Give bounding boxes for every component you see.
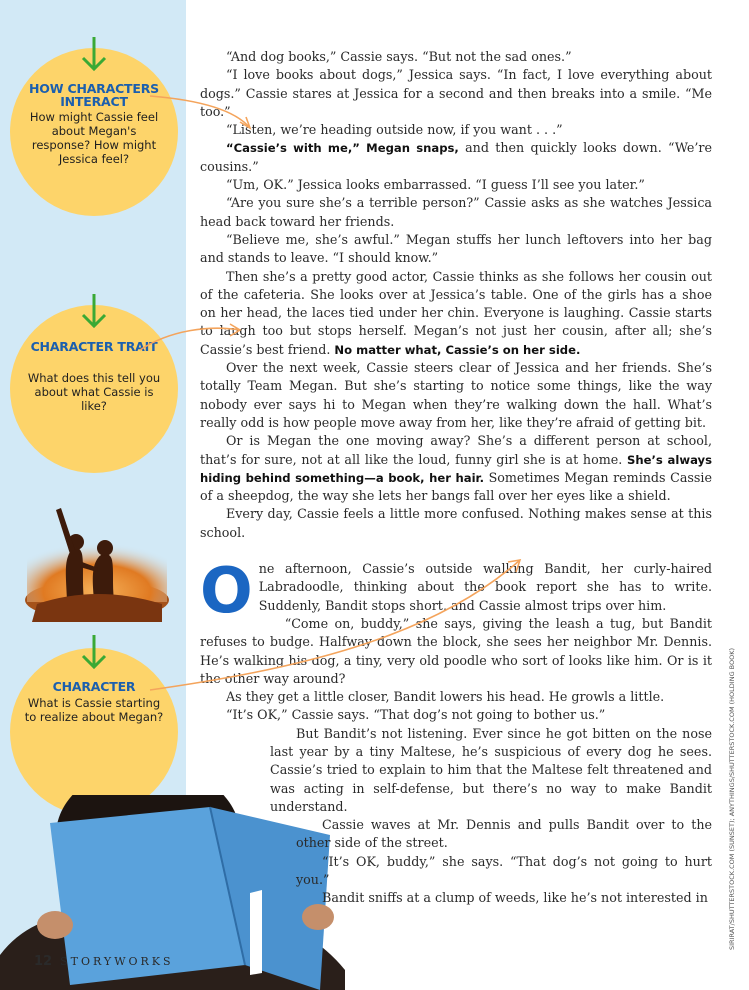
photo-credit (728, 647, 740, 950)
paragraph: “Believe me, she’s awful.” Megan stuffs her lunch leftovers into her bag and stands to leave. “I should know.” (200, 231, 712, 266)
down-arrow-icon (81, 293, 107, 329)
callout-how-characters-interact (10, 48, 178, 216)
paragraph: “It’s OK, buddy,” she says. “That dog’s not going to hurt you.” (296, 853, 712, 888)
down-arrow-icon (81, 36, 107, 72)
highlight-text: She’s always hiding behind something—a book, her hair. (200, 452, 712, 485)
story-text (200, 48, 712, 908)
paragraph (200, 139, 712, 176)
paragraph: “It’s OK,” Cassie says. “That dog’s not going to bother us.” (226, 707, 606, 723)
paragraph-text: Or is Megan the one moving away? She’s a different person at school, that’s for sure, not at all like the loud, funny girl she is at home. (200, 433, 712, 467)
callout-question: How might Cassie feel about Megan's response? How might Jessica feel? (29, 110, 159, 166)
callout-label: HOW CHARACTERS INTERACT (29, 81, 159, 109)
highlight-text: “Cassie’s with me,” Megan snaps, (226, 141, 459, 156)
callout-question: What is Cassie starting to realize about Megan? (24, 696, 164, 724)
paragraph: Over the next week, Cassie steers clear of Jessica and her friends. She’s totally Team Megan. But she’s starting to notice some things, like the way nobody ever says hi to Megan when they’re walking down the hall. What’s really odd is how people move away from her, like they’re afraid of getting bit. (200, 360, 712, 430)
photo-credit-text: SIRIRAT/SHUTTERSTOCK.COM (SUNSET); ANYTHINGS/SHUTTERSTOCK.COM (HOLDING BOOK) (728, 647, 736, 950)
callout-label: CHARACTER TRAIT (30, 339, 158, 354)
drop-cap: O (200, 554, 253, 628)
paragraph: Cassie waves at Mr. Dennis and pulls Bandit over to the other side of the street. (296, 817, 712, 851)
page-footer (34, 954, 174, 969)
paragraph-text: Sometimes Megan reminds Cassie of a sheepdog, the way she lets her bangs fall over her eyes like a shield. (200, 469, 712, 504)
paragraph: But Bandit’s not listening. Ever since he got bitten on the nose last year by a tiny Maltese, he’s suspicious of every dog he sees. Cassie’s tried to explain to him that the Maltese felt threatened and was acting in self-defense, but there’s no way to make Bandit understand. (270, 725, 712, 814)
paragraph: Every day, Cassie feels a little more confused. Nothing makes sense at this school. (200, 506, 712, 540)
paragraph-text: Then she’s a pretty good actor, Cassie thinks as she follows her cousin out of the cafeteria. She looks over at Jessica’s table. One of the girls has a shoe on her head, the laces tied under her chin. Everyone is laughing. Cassie starts to laugh too but stops herself. Megan’s not just her cousin, after all; she’s Cassie’s best friend. (200, 268, 712, 357)
section-start (200, 554, 712, 688)
paragraph: “I love books about dogs,” Jessica says. “In fact, I love everything about dogs.” Cassie stares at Jessica for a second and then breaks into a smile. “Me too.” (200, 67, 712, 119)
highlight-text: No matter what, Cassie’s on her side. (334, 342, 581, 357)
paragraph: “And dog books,” Cassie says. “But not the sad ones.” (226, 49, 572, 64)
paragraph (200, 432, 712, 505)
paragraph: “Are you sure she’s a terrible person?” Cassie asks as she watches Jessica head back toward her friends. (200, 195, 712, 229)
callout-character (10, 648, 178, 816)
down-arrow-icon (81, 634, 107, 670)
magazine-name: STORYWORKS (60, 955, 174, 968)
callout-label: CHARACTER (52, 679, 136, 694)
paragraph: “Listen, we’re heading outside now, if you want . . .” (226, 122, 563, 138)
paragraph (200, 268, 712, 359)
callout-character-trait (10, 305, 178, 473)
page-number: 12 (34, 954, 53, 969)
paragraph: “Come on, buddy,” she says, giving the leash a tug, but Bandit refuses to budge. Halfway down the block, she sees her neighbor Mr. Dennis. He’s walking his dog, a tiny, very old poodle who sort of looks like him. Or is it the other way around? (200, 615, 712, 686)
paragraph: Bandit sniffs at a clump of weeds, like he’s not interested in (322, 890, 708, 906)
paragraph: “Um, OK.” Jessica looks embarrassed. “I guess I’ll see you later.” (226, 177, 645, 193)
paragraph: ne afternoon, Cassie’s outside walking Bandit, her curly-haired Labradoodle, thinking about the book report she has to write. Suddenly, Bandit stops short, and Cassie almost trips over him. (258, 561, 712, 613)
paragraph-text: and then quickly looks down. “We’re cousins.” (200, 140, 712, 174)
callout-question: What does this tell you about what Cassie is like? (27, 371, 161, 413)
paragraph: As they get a little closer, Bandit lowers his head. He growls a little. (226, 689, 665, 705)
sunset-silhouette-image (22, 472, 172, 622)
